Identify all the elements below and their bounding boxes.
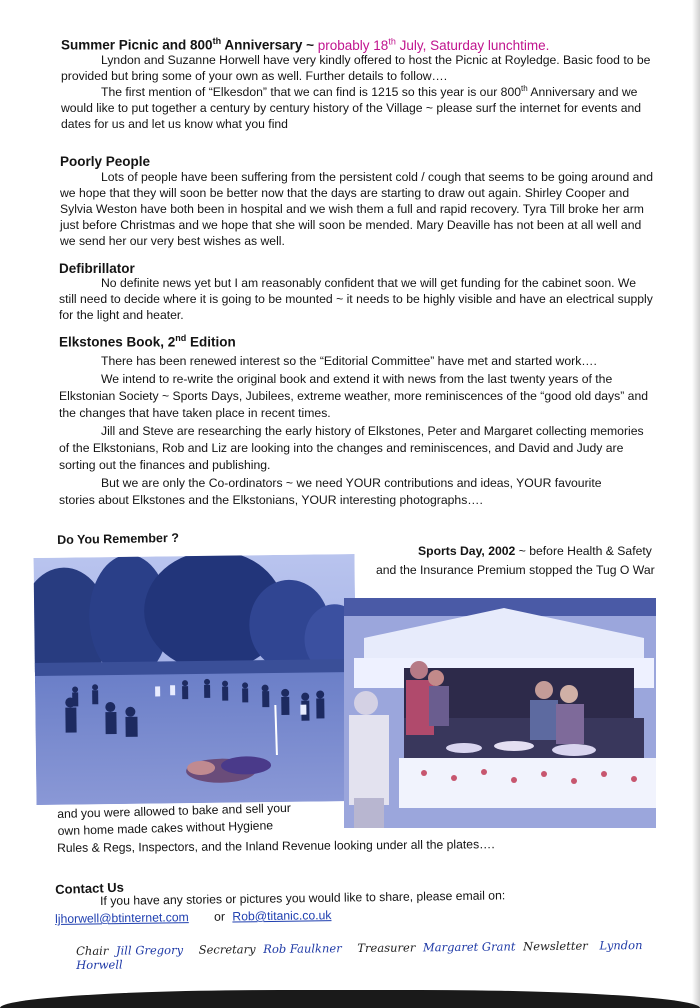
email-link-ljhorwell[interactable]: ljhorwell@btinternet.com <box>55 910 189 926</box>
picnic-paragraph-2: The first mention of “Elkesdon” that we can find is 1215 so this year is our 800th Anniversary and we would like to put together a century by century history of the Village ~ please surf the internet for events and dates for us and let us know what you find <box>61 83 642 131</box>
sports-day-caption: Sports Day, 2002 ~ before Health & Safety and the Insurance Premium stopped the Tug O War <box>376 544 655 577</box>
book-heading: Elkstones Book, 2nd Edition <box>59 333 236 350</box>
officers-footer: Chair Jill Gregory Secretary Rob Faulkner Treasurer Margaret Grant Newsletter Lyndon Horwell <box>76 938 643 972</box>
book-paragraph-4: But we are only the Co-ordinators ~ we need YOUR contributions and ideas, YOUR favourite stories about Elkstones and the Elkstonians, YOUR interesting photographs…. <box>59 476 602 507</box>
email-link-rob[interactable]: Rob@titanic.co.uk <box>232 908 332 924</box>
scan-bottom-edge <box>0 990 700 1008</box>
bake-caption-line3: Rules & Regs, Inspectors, and the Inland Revenue looking under all the plates…. <box>57 837 495 855</box>
poorly-paragraph: Lots of people have been suffering from the persistent cold / cough that seems to be going around and we hope that they will soon be better now that the days are starting to draw out again. Shirley Cooper and Sylvia Weston have both been in hospital and we wish them a full and rapid recovery. Tyra Till broke her arm just before Christmas and we hope that she will soon be mended. Mary Deaville has not been at all well and we send her our very best wishes as well. <box>60 170 653 248</box>
picnic-paragraph-1: Lyndon and Suzanne Horwell have very kindly offered to host the Picnic at Royledge. Basic food to be provided but bring some of your own as well. Further details to follow…. <box>61 53 651 83</box>
poorly-heading: Poorly People <box>60 154 151 169</box>
bake-caption: and you were allowed to bake and sell your own home made cakes without Hygiene <box>57 800 292 838</box>
cake-stall-photo <box>344 598 656 828</box>
page-edge-shadow <box>692 0 700 1008</box>
book-paragraph-1: There has been renewed interest so the “Editorial Committee” have met and started work…. <box>101 354 597 368</box>
book-paragraph-3: Jill and Steve are researching the early history of Elkstones, Peter and Margaret collecting memories of the Elkstonians, Rob and Liz are looking into the changes and reminiscences, and David and Judy are sorting out the finances and publishing. <box>59 424 644 472</box>
defibrillator-paragraph: No definite news yet but I am reasonably confident that we will get funding for the cabinet soon. We still need to decide where it is going to be mounted ~ it needs to be highly visible and have an electrical supply for the light and heater. <box>59 276 653 322</box>
contact-text: If you have any stories or pictures you would like to share, please email on: <box>100 888 506 908</box>
picnic-date: probably 18th July, Saturday lunchtime. <box>317 36 550 53</box>
book-paragraph-2: We intend to re-write the original book and extend it with news from the last twenty years of the Elkstonian Society ~ Sports Days, Jubilees, extreme weather, more reminiscences of the “good old days” and the changes that have taken place in recent times. <box>59 372 649 420</box>
picnic-heading: Summer Picnic and 800th Anniversary ~ probably 18th July, Saturday lunchtime. <box>61 36 550 53</box>
contact-heading: Contact Us <box>55 879 125 897</box>
remember-heading: Do You Remember ? <box>57 530 180 547</box>
defibrillator-heading: Defibrillator <box>59 261 135 276</box>
contact-emails: ljhorwell@btinternet.com or Rob@titanic.co.uk <box>55 908 332 926</box>
tug-of-war-photo <box>34 554 358 805</box>
